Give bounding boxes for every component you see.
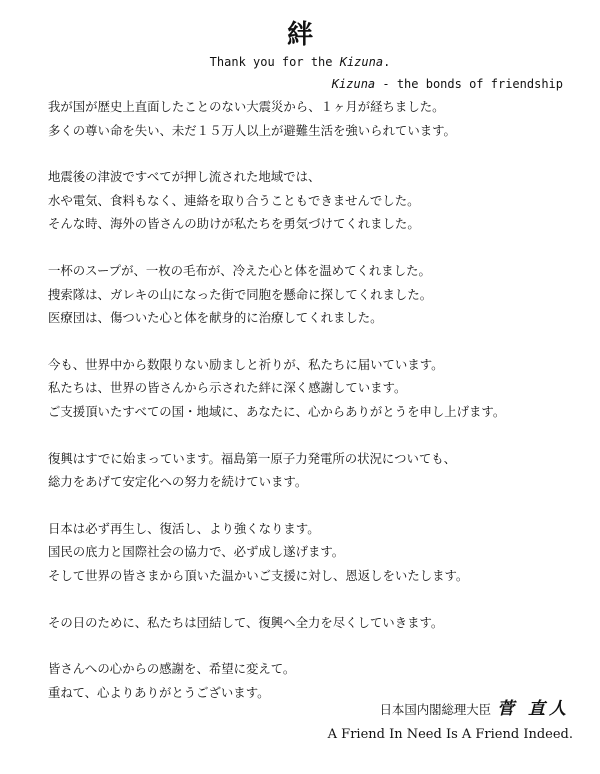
thanks-kizuna: Kizuna xyxy=(339,55,384,69)
text-line: 国民の底力と国際社会の協力で、必ず成し遂げます。 xyxy=(48,544,345,560)
text-line: そんな時、海外の皆さんの助けが私たちを勇気づけてくれました。 xyxy=(48,216,420,232)
paragraph-2 xyxy=(48,165,588,236)
text-line: 皆さんへの心からの感謝を、希望に変えて。 xyxy=(48,661,296,677)
thanks-prefix: Thank you for the xyxy=(209,55,340,69)
paragraph-4 xyxy=(48,353,588,424)
text-line: そして世界の皆さまから頂いた温かいご支援に対し、恩返しをいたします。 xyxy=(48,567,469,583)
signature-title: 日本国内閣総理大臣 xyxy=(379,702,492,717)
thanks-line xyxy=(0,55,600,69)
text-line: 一杯のスープが、一枚の毛布が、冷えた心と体を温めてくれました。 xyxy=(48,262,431,278)
kizuna-kanji-title: 絆 xyxy=(286,20,313,50)
text-line: 地震後の津波ですべてが押し流された地域では、 xyxy=(48,169,321,185)
definition-text: - the bonds of friendship xyxy=(375,77,563,91)
paragraph-7 xyxy=(48,611,588,635)
paragraph-5 xyxy=(48,447,588,494)
signature-block xyxy=(380,696,570,723)
paragraph-1 xyxy=(48,95,588,142)
signature-name: 菅 直人 xyxy=(497,699,570,719)
text-line: 私たちは、世界の皆さんから示された絆に深く感謝しています。 xyxy=(48,380,407,396)
text-line: 我が国が歴史上直面したことのない大震災から、１ヶ月が経ちました。 xyxy=(48,99,445,114)
text-line: 捜索隊は、ガレキの山になった街で同胞を懸命に探してくれました。 xyxy=(48,286,433,302)
text-line: 今も、世界中から数限りない励ましと祈りが、私たちに届いています。 xyxy=(48,356,444,372)
text-line: 復興はすでに始まっています。福島第一原子力発電所の状況についても、 xyxy=(48,450,457,466)
text-line: 多くの尊い命を失い、未だ１５万人以上が避難生活を強いられています。 xyxy=(48,122,456,138)
letter-body xyxy=(48,95,588,727)
text-line: 医療団は、傷ついた心と体を献身的に治療してくれました。 xyxy=(48,310,383,326)
motto-line: A Friend In Need Is A Friend Indeed. xyxy=(327,727,573,742)
text-line: 重ねて、心よりありがとうございます。 xyxy=(48,684,270,700)
text-line: その日のために、私たちは団結して、復興へ全力を尽くしていきます。 xyxy=(48,614,444,630)
paragraph-3 xyxy=(48,259,588,330)
definition-term: Kizuna xyxy=(331,77,376,91)
kizuna-definition xyxy=(332,77,563,91)
thanks-suffix: . xyxy=(383,55,391,69)
paragraph-6 xyxy=(48,517,588,588)
text-line: 水や電気、食料もなく、連絡を取り合うこともできませんでした。 xyxy=(48,192,420,208)
text-line: 日本は必ず再生し、復活し、より強くなります。 xyxy=(48,520,320,536)
text-line: ご支援頂いたすべての国・地域に、あなたに、心からありがとうを申し上げます。 xyxy=(48,403,506,419)
text-line: 総力をあげて安定化への努力を続けています。 xyxy=(48,474,308,490)
